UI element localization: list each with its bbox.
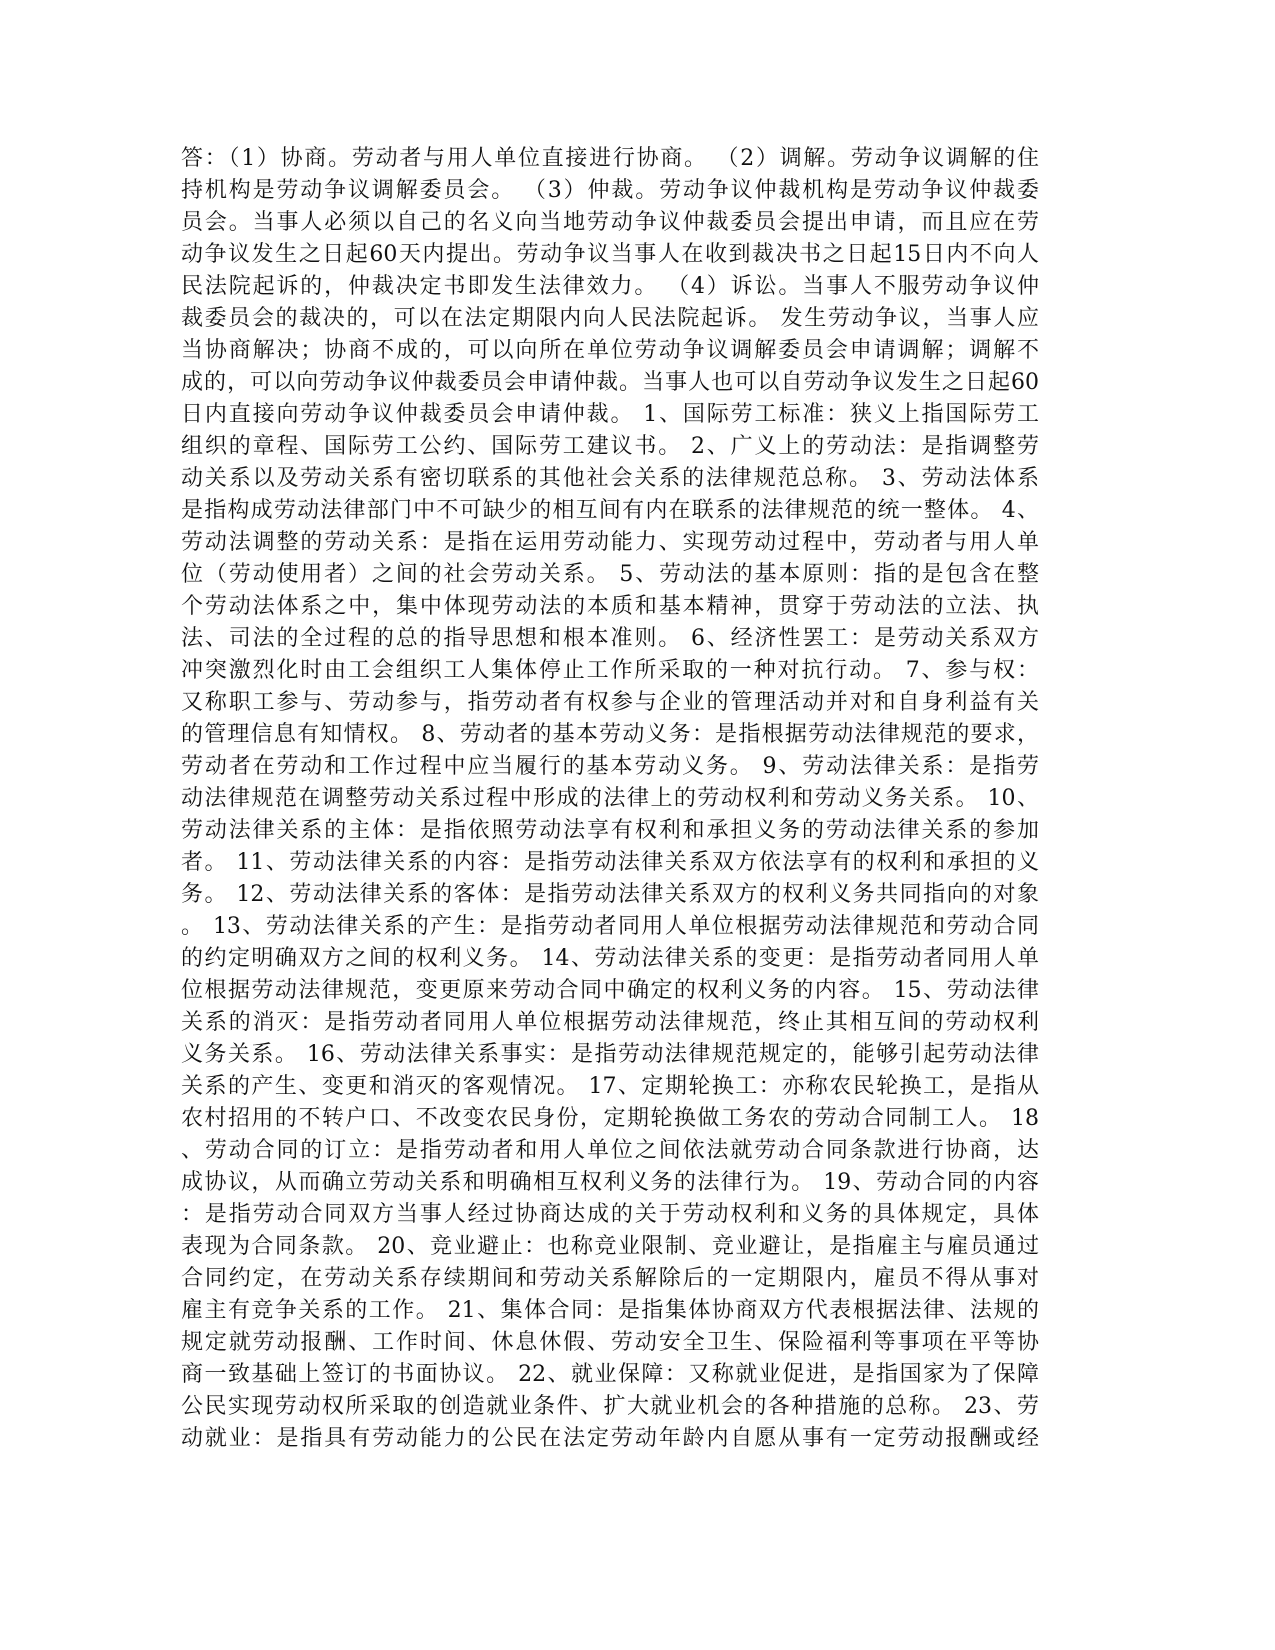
- text-line: 民法院起诉的，仲裁决定书即发生法律效力。 （4）诉讼。当事人不服劳动争议仲: [181, 274, 1039, 299]
- text-line: 动就业：是指具有劳动能力的公民在法定劳动年龄内自愿从事有一定劳动报酬或经: [181, 1426, 1039, 1451]
- text-line: 劳动者在劳动和工作过程中应当履行的基本劳动义务。 9、劳动法律关系：是指劳: [181, 754, 1039, 779]
- text-line: 组织的章程、国际劳工公约、国际劳工建议书。 2、广义上的劳动法：是指调整劳: [181, 434, 1039, 459]
- text-line: 规定就劳动报酬、工作时间、休息休假、劳动安全卫生、保险福利等事项在平等协: [181, 1330, 1039, 1355]
- text-line: 务。 12、劳动法律关系的客体：是指劳动法律关系双方的权利义务共同指向的对象: [181, 882, 1039, 907]
- document-body: [181, 143, 1039, 1455]
- text-line: 关系的消灭：是指劳动者同用人单位根据劳动法律规范，终止其相互间的劳动权利: [181, 1010, 1039, 1035]
- text-line: 。 13、劳动法律关系的产生：是指劳动者同用人单位根据劳动法律规范和劳动合同: [181, 914, 1039, 939]
- text-line: 的约定明确双方之间的权利义务。 14、劳动法律关系的变更：是指劳动者同用人单: [181, 946, 1039, 971]
- text-line: 裁委员会的裁决的，可以在法定期限内向人民法院起诉。 发生劳动争议，当事人应: [181, 306, 1039, 331]
- text-line: 是指构成劳动法律部门中不可缺少的相互间有内在联系的法律规范的统一整体。 4、: [181, 498, 1039, 523]
- text-line: ：是指劳动合同双方当事人经过协商达成的关于劳动权利和义务的具体规定，具体: [181, 1202, 1039, 1227]
- text-line: 关系的产生、变更和消灭的客观情况。 17、定期轮换工：亦称农民轮换工，是指从: [181, 1074, 1039, 1099]
- text-line: 成协议，从而确立劳动关系和明确相互权利义务的法律行为。 19、劳动合同的内容: [181, 1170, 1039, 1195]
- text-line: 个劳动法体系之中，集中体现劳动法的本质和基本精神，贯穿于劳动法的立法、执: [181, 594, 1039, 619]
- text-line: 员会。当事人必须以自己的名义向当地劳动争议仲裁委员会提出申请，而且应在劳: [181, 210, 1039, 235]
- text-line: 者。 11、劳动法律关系的内容：是指劳动法律关系双方依法享有的权利和承担的义: [181, 850, 1039, 875]
- text-line: 持机构是劳动争议调解委员会。 （3）仲裁。劳动争议仲裁机构是劳动争议仲裁委: [181, 178, 1039, 203]
- text-line: 冲突激烈化时由工会组织工人集体停止工作所采取的一种对抗行动。 7、参与权：: [181, 658, 1039, 683]
- text-line: 成的，可以向劳动争议仲裁委员会申请仲裁。当事人也可以自劳动争议发生之日起60: [181, 370, 1039, 395]
- text-line: 商一致基础上签订的书面协议。 22、就业保障：又称就业促进，是指国家为了保障: [181, 1362, 1039, 1387]
- text-line: 动关系以及劳动关系有密切联系的其他社会关系的法律规范总称。 3、劳动法体系: [181, 466, 1039, 491]
- text-line: 雇主有竞争关系的工作。 21、集体合同：是指集体协商双方代表根据法律、法规的: [181, 1298, 1039, 1323]
- text-line: 劳动法律关系的主体：是指依照劳动法享有权利和承担义务的劳动法律关系的参加: [181, 818, 1039, 843]
- text-line: 农村招用的不转户口、不改变农民身份，定期轮换做工务农的劳动合同制工人。 18: [181, 1106, 1039, 1131]
- text-line: 日内直接向劳动争议仲裁委员会申请仲裁。 1、国际劳工标准：狭义上指国际劳工: [181, 402, 1039, 427]
- text-line: 、劳动合同的订立：是指劳动者和用人单位之间依法就劳动合同条款进行协商，达: [181, 1138, 1039, 1163]
- text-line: 动争议发生之日起60天内提出。劳动争议当事人在收到裁决书之日起15日内不向人: [181, 242, 1039, 267]
- text-line: 动法律规范在调整劳动关系过程中形成的法律上的劳动权利和劳动义务关系。 10、: [181, 786, 1039, 811]
- text-line: 合同约定，在劳动关系存续期间和劳动关系解除后的一定期限内，雇员不得从事对: [181, 1266, 1039, 1291]
- text-line: 劳动法调整的劳动关系：是指在运用劳动能力、实现劳动过程中，劳动者与用人单: [181, 530, 1039, 555]
- text-line: 表现为合同条款。 20、竞业避止：也称竞业限制、竞业避让，是指雇主与雇员通过: [181, 1234, 1039, 1259]
- text-line: 的管理信息有知情权。 8、劳动者的基本劳动义务：是指根据劳动法律规范的要求，: [181, 722, 1039, 747]
- text-line: 位根据劳动法律规范，变更原来劳动合同中确定的权利义务的内容。 15、劳动法律: [181, 978, 1039, 1003]
- text-line: 义务关系。 16、劳动法律关系事实：是指劳动法律规范规定的，能够引起劳动法律: [181, 1042, 1039, 1067]
- text-line: 公民实现劳动权所采取的创造就业条件、扩大就业机会的各种措施的总称。 23、劳: [181, 1394, 1039, 1419]
- text-line: 当协商解决；协商不成的，可以向所在单位劳动争议调解委员会申请调解；调解不: [181, 338, 1039, 363]
- text-line: 答：（1）协商。劳动者与用人单位直接进行协商。 （2）调解。劳动争议调解的住: [181, 146, 1039, 171]
- text-line: 又称职工参与、劳动参与，指劳动者有权参与企业的管理活动并对和自身利益有关: [181, 690, 1039, 715]
- text-line: 位（劳动使用者）之间的社会劳动关系。 5、劳动法的基本原则：指的是包含在整: [181, 562, 1039, 587]
- text-line: 法、司法的全过程的总的指导思想和根本准则。 6、经济性罢工：是劳动关系双方: [181, 626, 1039, 651]
